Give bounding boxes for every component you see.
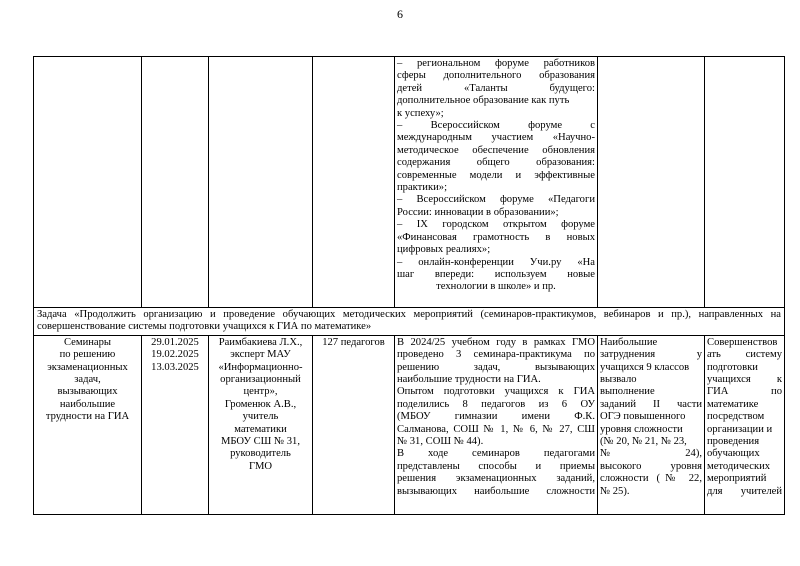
difficulties-line: (№ 20, № 21, № 23, [600, 436, 687, 448]
participants-count: 127 педагогов [322, 336, 385, 348]
events-line: России: инновации в образовании»; [397, 206, 559, 218]
cell-empty-1 [34, 57, 142, 308]
dates-cell [142, 335, 209, 514]
results-line: решению задач, вызывающих [397, 361, 595, 373]
events-line: – онлайн-конференции Учи.ру «На [397, 256, 595, 268]
events-line: «Финансовая грамотность в новых [397, 231, 595, 243]
events-line: международным участием «Научно- [397, 132, 595, 144]
events-line: методическое обеспечение обновления [397, 144, 595, 156]
events-line: практики»; [397, 182, 448, 194]
cell-empty-4 [313, 57, 395, 308]
difficulties-line: № 24), [600, 448, 702, 460]
proposals-line: учащихся к [707, 374, 782, 386]
continuation-row [34, 57, 785, 308]
page-number: 6 [397, 7, 403, 21]
difficulties-line: высокого уровня [600, 460, 702, 472]
events-line: дополнительное образование как путь [397, 95, 570, 107]
difficulties-line: ОГЭ повышенного [600, 411, 686, 423]
date-item: 29.01.2025 [151, 336, 199, 348]
results-line: Салманова, СОШ № 1, № 6, № 27, СШ [397, 423, 595, 435]
proposals-line: обучающих [707, 448, 760, 460]
events-line: сферы дополнительного образования [397, 70, 595, 82]
difficulties-line: выполнение [600, 386, 655, 398]
difficulties-line: № 25). [600, 485, 630, 497]
events-line: – IX городском открытом форуме [397, 219, 595, 231]
task-row [34, 308, 785, 336]
results-line: решения экзаменационных заданий, [397, 473, 595, 485]
events-line: современные модели и эффективные [397, 169, 595, 181]
responsible-line: центр», [243, 386, 278, 398]
results-line: представлены способы и приемы [397, 460, 595, 472]
difficulties-cell [598, 335, 705, 514]
difficulties-line: вызвало [600, 374, 637, 386]
cell-empty-2 [142, 57, 209, 308]
responsible-line: Громенюк А.В., [224, 398, 297, 410]
results-line: № 31, СОШ № 44). [397, 436, 484, 448]
proposals-line: организации и [707, 423, 773, 435]
responsible-line: эксперт МАУ [230, 349, 291, 361]
event-name-line: трудности на ГИА [45, 411, 130, 423]
proposals-line: математике [707, 398, 759, 410]
difficulties-line: затруднения у [600, 349, 702, 361]
cell-empty-6 [598, 57, 705, 308]
seminars-row [34, 335, 785, 514]
proposals-line: ать систему [707, 349, 782, 361]
proposals-line: подготовки [707, 361, 758, 373]
proposals-cell [705, 335, 785, 514]
events-line: содержания общего образования: [397, 157, 595, 169]
results-line: наибольшие трудности на ГИА. [397, 374, 541, 386]
event-name-line: вызывающих [57, 386, 118, 398]
events-line: цифровых реалиях»; [397, 244, 491, 256]
date-item: 13.03.2025 [151, 361, 199, 373]
events-list-cell [395, 57, 598, 308]
events-line: шаг впереди: используем новые [397, 268, 595, 280]
proposals-line: проведения [707, 436, 760, 448]
cell-empty-7 [705, 57, 785, 308]
responsible-line: руководитель [230, 448, 291, 460]
event-name-line: по решению [59, 349, 116, 361]
responsible-line: Раимбакиева Л.Х., [218, 336, 303, 348]
responsible-line: «Информационно- [218, 361, 303, 373]
events-line: – Всероссийском форуме с [397, 120, 595, 132]
proposals-line: посредством [707, 411, 765, 423]
events-line: – Всероссийском форуме «Педагоги [397, 194, 595, 206]
difficulties-line: заданий II части [600, 398, 702, 410]
proposals-line: для учителей [707, 485, 782, 497]
responsible-line: математики [234, 423, 287, 435]
results-line: вызывающих наибольшие сложности [397, 485, 595, 497]
responsible-line: организационный [220, 374, 301, 386]
difficulties-line: уровня сложности [600, 423, 683, 435]
difficulties-line: Наибольшие [600, 336, 658, 348]
event-name-line: наибольшие [59, 398, 116, 410]
results-line: Опытом подготовки учащихся к ГИА [397, 386, 595, 398]
cell-empty-3 [209, 57, 313, 308]
task-cell: Задача «Продолжить организацию и проведение обучающих методических мероприятий (семинаров-практикумов, вебинаров и пр.), направленных на совершенствование системы подготовки учащихся к ГИА по математике» [34, 308, 785, 336]
proposals-line: Совершенствов [707, 336, 778, 348]
results-line: В 2024/25 учебном году в рамках ГМО [397, 336, 595, 348]
results-line: В ходе семинаров педагогами [397, 448, 595, 460]
results-line: поделились 8 педагогов из 6 ОУ [397, 398, 595, 410]
proposals-line: ГИА по [707, 386, 782, 398]
event-name-line: задач, [74, 374, 101, 386]
events-line: к успеху»; [397, 107, 444, 119]
difficulties-line: сложности (№ 22, [600, 473, 702, 485]
results-line: проведено 3 семинара-практикума по [397, 349, 595, 361]
event-name-line: экзаменационных [47, 361, 128, 373]
responsible-line: МБОУ СШ № 31, [220, 436, 301, 448]
results-line: (МБОУ гимназии имени Ф.К. [397, 411, 595, 423]
events-line: детей «Таланты будущего: [397, 82, 595, 94]
results-cell [395, 335, 598, 514]
events-line: технологии в школе» и пр. [436, 281, 556, 293]
responsible-line: учитель [242, 411, 279, 423]
report-table [33, 56, 785, 515]
events-line: – региональном форуме работников [397, 58, 595, 69]
responsible-line: ГМО [248, 460, 273, 472]
date-item: 19.02.2025 [151, 349, 199, 361]
responsible-cell [209, 335, 313, 514]
difficulties-line: учащихся 9 классов [600, 361, 690, 373]
participants-cell [313, 335, 395, 514]
proposals-line: методических [707, 460, 771, 472]
proposals-line: мероприятий [707, 473, 767, 485]
event-name-line: Семинары [63, 336, 112, 348]
event-name-cell [34, 335, 142, 514]
